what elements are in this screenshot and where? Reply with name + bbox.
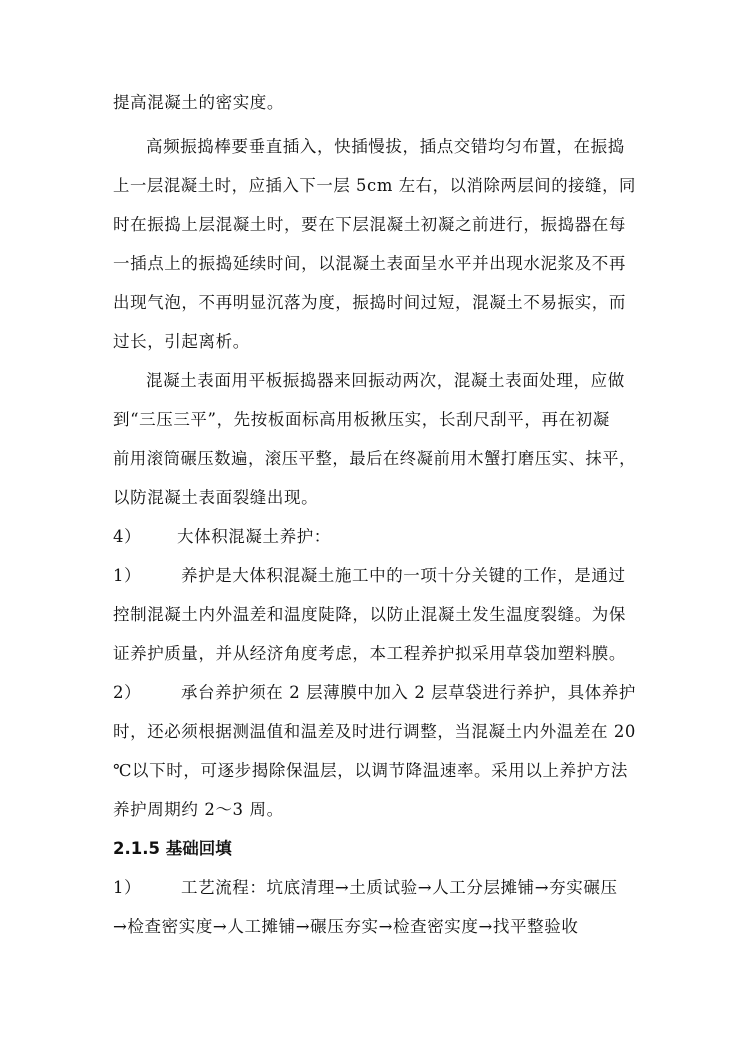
list-number: 1） xyxy=(113,566,142,585)
paragraph-line: 前用滚筒碾压数遍，滚压平整，最后在终凝前用木蟹打磨压实、抹平， xyxy=(113,449,637,468)
paragraph-line: 一插点上的振捣延续时间，以混凝土表面呈水平并出现水泥浆及不再 xyxy=(113,254,626,273)
paragraph-line: ℃以下时，可逐步揭除保温层，以调节降温速率。采用以上养护方法 xyxy=(113,761,628,780)
paragraph-line: 以防混凝土表面裂缝出现。 xyxy=(113,488,319,507)
list-number: 2） xyxy=(113,683,142,702)
list-item-text: 承台养护须在 2 层薄膜中加入 2 层草袋进行养护，具体养护 xyxy=(181,683,636,702)
paragraph-line: 养护周期约 2～3 周。 xyxy=(113,800,284,819)
paragraph-line: 时在振捣上层混凝土时，要在下层混凝土初凝之前进行，振捣器在每 xyxy=(113,215,626,234)
paragraph-line: 过长，引起离析。 xyxy=(113,332,250,351)
list-number: 1） xyxy=(113,878,142,897)
list-item-title: 大体积混凝土养护： xyxy=(177,527,331,546)
paragraph-line: →检查密实度→人工摊铺→碾压夯实→检查密实度→找平整验收 xyxy=(113,917,579,936)
paragraph-line: 时，还必须根据测温值和温差及时进行调整，当混凝土内外温差在 20 xyxy=(113,722,637,741)
list-item-text: 工艺流程：坑底清理→土质试验→人工分层摊铺→夯实碾压 xyxy=(181,878,618,897)
paragraph-line: 控制混凝土内外温差和温度陡降，以防止混凝土发生温度裂缝。为保 xyxy=(113,605,626,624)
paragraph-line: 证养护质量，并从经济角度考虑，本工程养护拟采用草袋加塑料膜。 xyxy=(113,644,626,663)
paragraph-line: 到“三压三平”，先按板面标高用板揪压实，长刮尺刮平，再在初凝 xyxy=(113,410,610,429)
paragraph-line: 高频振捣棒要垂直插入，快插慢拔，插点交错均匀布置，在振捣 xyxy=(146,137,625,156)
list-number: 4） xyxy=(113,527,142,546)
paragraph-line: 提高混凝土的密实度。 xyxy=(113,93,284,112)
list-item-text: 养护是大体积混凝土施工中的一项十分关键的工作，是通过 xyxy=(181,566,626,585)
section-heading: 2.1.5 基础回填 xyxy=(113,839,232,858)
paragraph-line: 混凝土表面用平板振捣器来回振动两次，混凝土表面处理，应做 xyxy=(146,371,625,390)
paragraph-line: 上一层混凝土时，应插入下一层 5cm 左右，以消除两层间的接缝，同 xyxy=(113,176,636,195)
paragraph-line: 出现气泡，不再明显沉落为度，振捣时间过短，混凝土不易振实，而 xyxy=(113,293,626,312)
